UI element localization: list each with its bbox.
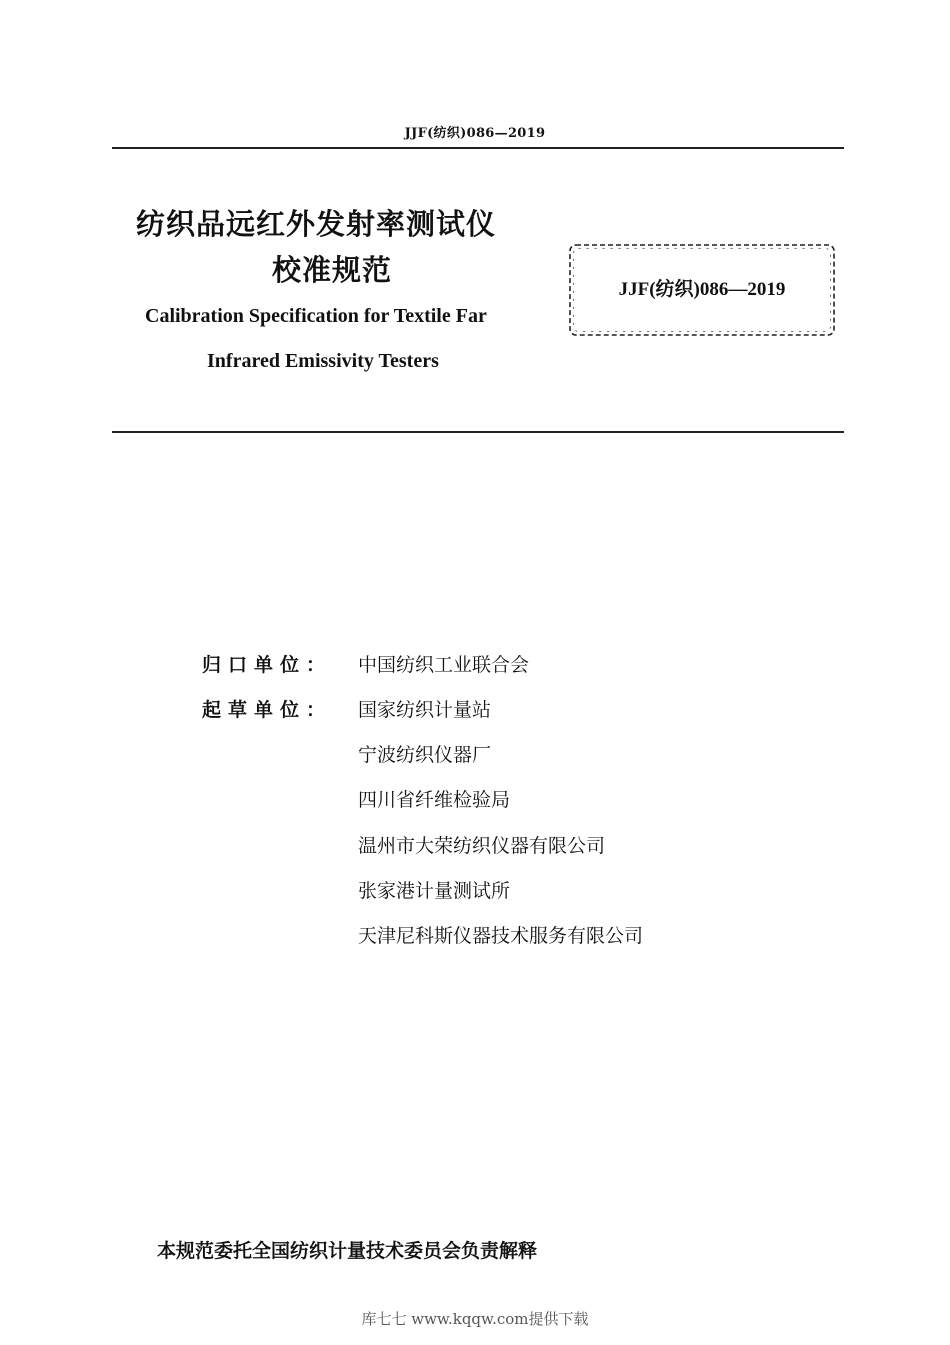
standard-code-box-text: JJF(纺织)086—2019 — [618, 279, 786, 300]
title-english-line1: Calibration Specification for Textile Far — [145, 305, 487, 327]
drafting-unit: 四川省纤维检验局 — [358, 789, 511, 811]
standard-code-box — [566, 241, 838, 339]
responsible-unit: 中国纺织工业联合会 — [358, 654, 530, 676]
drafting-unit: 张家港计量测试所 — [358, 880, 511, 902]
download-watermark: 库七七 www.kqqw.com提供下载 — [361, 1310, 589, 1328]
title-english-line2: Infrared Emissivity Testers — [207, 350, 439, 372]
drafting-unit-label: 起草单位： — [202, 699, 333, 721]
title-divider — [112, 431, 844, 433]
drafting-unit: 温州市大荣纺织仪器有限公司 — [358, 835, 606, 857]
header-divider — [112, 147, 844, 149]
drafting-unit: 天津尼科斯仪器技术服务有限公司 — [358, 925, 644, 947]
title-chinese-line2: 校准规范 — [272, 253, 393, 287]
drafting-unit: 宁波纺织仪器厂 — [358, 744, 492, 766]
title-chinese-line1: 纺织品远红外发射率测试仪 — [136, 207, 497, 241]
responsible-unit-label: 归口单位： — [202, 654, 333, 676]
interpretation-note: 本规范委托全国纺织计量技术委员会负责解释 — [157, 1240, 538, 1262]
header-standard-code: JJF(纺织)086—2019 — [404, 126, 546, 141]
drafting-unit: 国家纺织计量站 — [358, 699, 492, 721]
